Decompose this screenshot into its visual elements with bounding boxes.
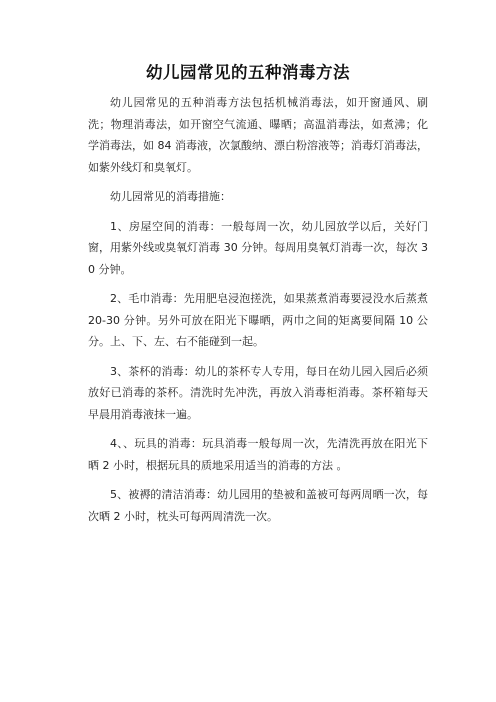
paragraph-cup-disinfection: 3、茶杯的消毒：幼儿的茶杯专人专用，每日在幼儿园入园后必须放好已消毒的茶杯。清洗时先冲洗，再放入消毒柜消毒。茶杯箱每天早晨用消毒液抹一遍。 — [88, 364, 428, 421]
paragraph-measures-heading: 幼儿园常见的消毒措施： — [110, 190, 231, 203]
document-title: 幼儿园常见的五种消毒方法 — [146, 63, 350, 82]
paragraph-room-disinfection: 1、房屋空间的消毒：一般每周一次，幼儿园放学以后，关好门窗，用紫外线或臭氧灯消毒 30 分钟。每周用臭氧灯消毒一次，每次 30 分钟。 — [88, 219, 428, 276]
paragraph-towel-disinfection: 2、毛巾消毒：先用肥皂浸泡搓洗，如果蒸煮消毒要浸没水后蒸煮 20-30 分钟。另外可放在阳光下曝晒，两巾之间的矩离要间隔 10 公分。上、下、左、右不能碰到一起。 — [88, 292, 428, 348]
paragraph-bedding-disinfection: 5、被褥的清洁消毒：幼儿园用的垫被和盖被可每两周晒一次，每次晒 2 小时，枕头可每两周清洗一次。 — [88, 488, 428, 523]
paragraph-intro: 幼儿园常见的五种消毒方法包括机械消毒法，如开窗通风、刷洗；物理消毒法，如开窗空气流通、曝晒；高温消毒法，如煮沸；化学消毒法，如 84 消毒液，次氯酸纳、漂白粉溶液等；消毒灯消毒法，如紫外线灯和臭氧灯。 — [88, 96, 428, 174]
paragraph-toy-disinfection: 4、、玩具的消毒：玩具消毒一般每周一次，先清洗再放在阳光下晒 2 小时，根据玩具的质地采用适当的消毒的方法 。 — [88, 437, 428, 472]
document-body — [88, 92, 428, 535]
